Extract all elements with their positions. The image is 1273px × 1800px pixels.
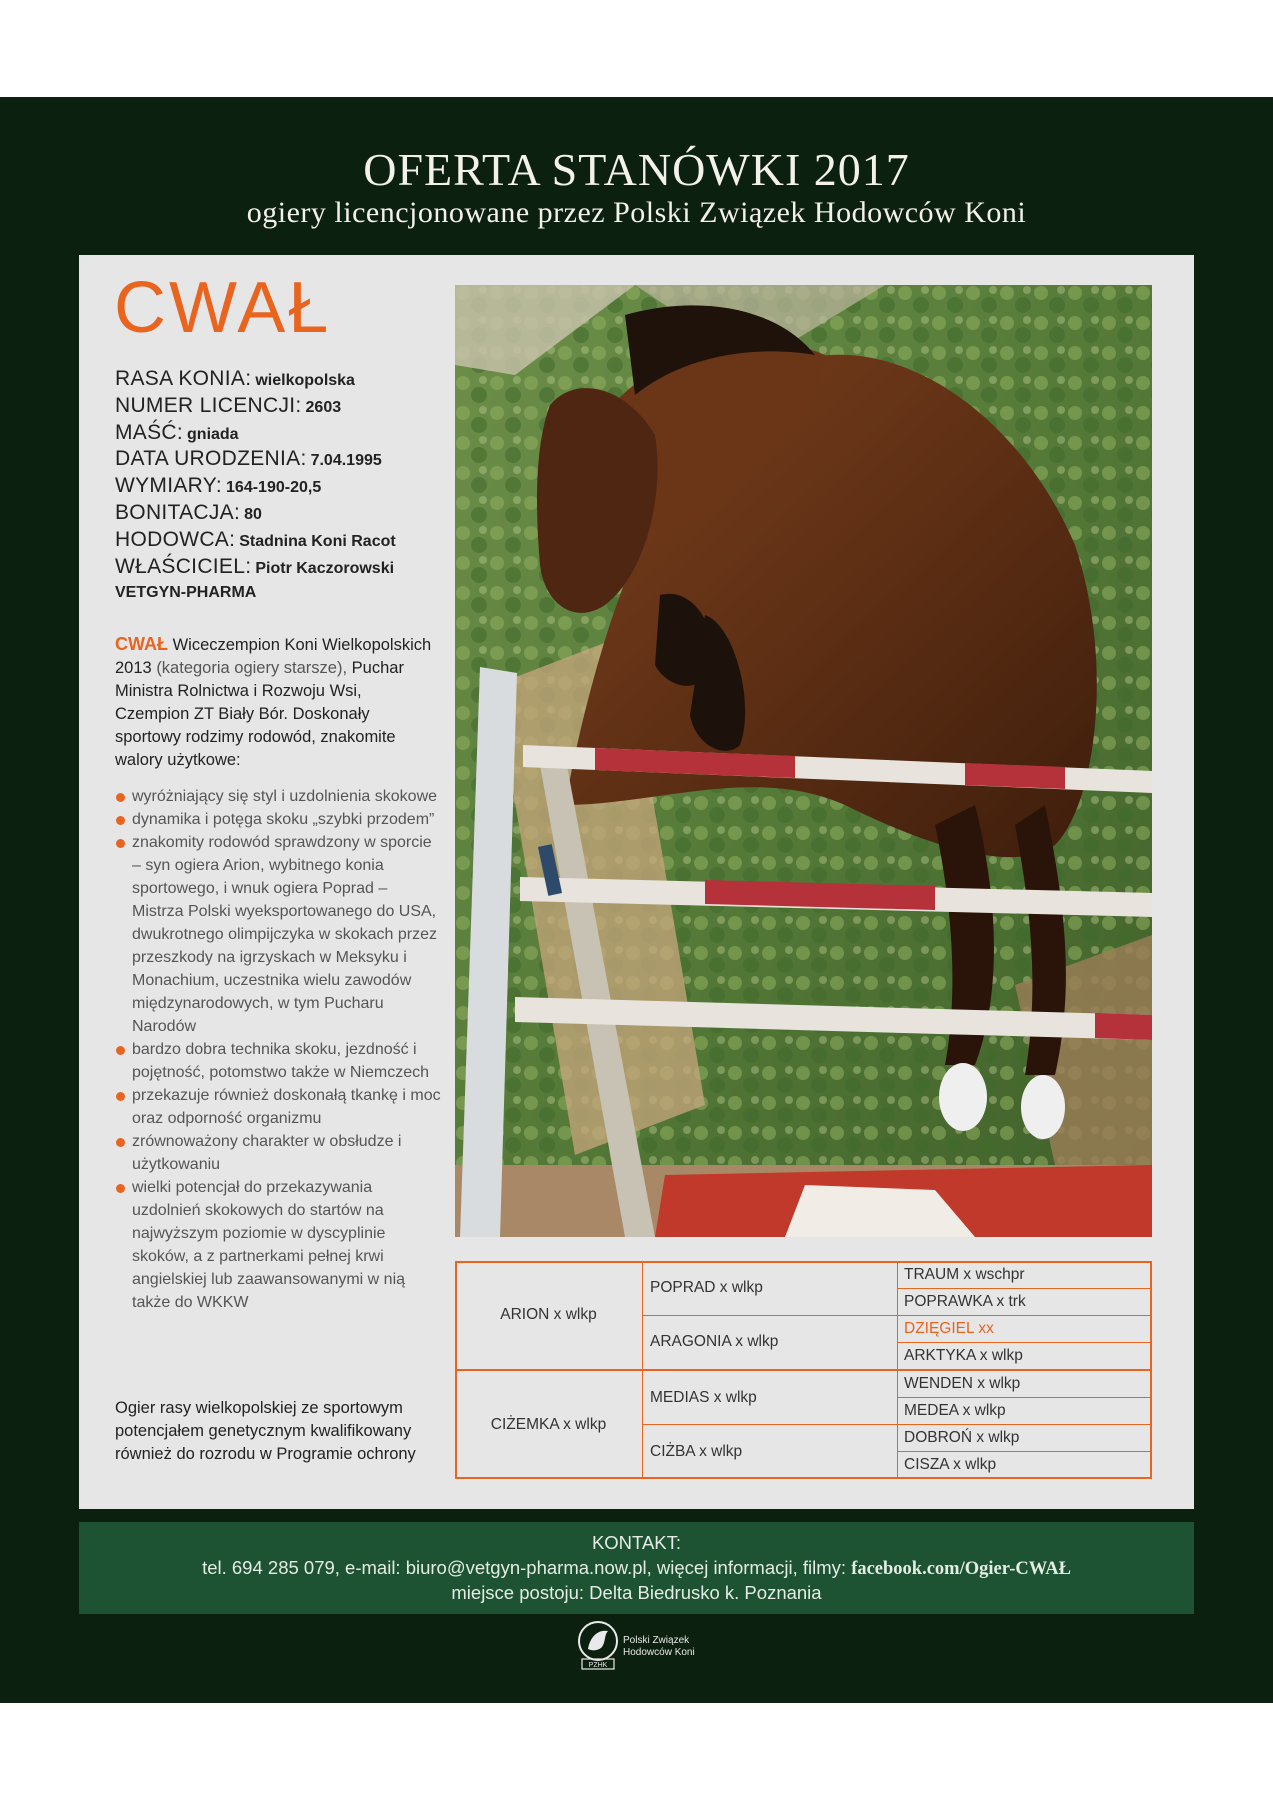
logo-text <box>623 1635 695 1659</box>
intro-text-1: Wiceczempion Koni Wielkopolskich 2013 <box>115 636 432 677</box>
fact-value: 80 <box>244 505 262 523</box>
page-subtitle: ogiery licencjonowane przez Polski Związek Hodowców Koni <box>246 196 1027 229</box>
contact-bar <box>79 1522 1194 1614</box>
contact-details: tel. 694 285 079, e-mail: biuro@vetgyn-pharma.now.pl, więcej informacji, filmy: <box>202 1557 847 1578</box>
fact-value: wielkopolska <box>255 372 355 389</box>
fact-label: WŁAŚCICIEL: <box>115 554 252 578</box>
fact-rating <box>115 500 455 527</box>
fact-label: NUMER LICENCJI: <box>115 393 302 417</box>
list-item <box>113 1038 443 1084</box>
logo-line: Hodowców Koni <box>623 1647 695 1658</box>
pedigree-great-grandparent-highlight: DZIĘGIEL xx <box>904 1319 994 1337</box>
pedigree-divider <box>897 1261 898 1479</box>
closing-statement: Ogier rasy wielkopolskiej ze sportowym potencjałem genetycznym kwalifikowany również do rozrodu w Programie ochrony <box>115 1399 416 1463</box>
pedigree-great-grandparent: WENDEN x wlkp <box>904 1374 1021 1392</box>
fact-label: MAŚĆ: <box>115 420 184 444</box>
fact-dimensions <box>115 473 455 500</box>
logo-abbr: PZHK <box>588 1662 608 1669</box>
fact-value: 7.04.1995 <box>310 452 382 470</box>
fact-value: Piotr Kaczorowski <box>255 559 395 577</box>
logo-line: Polski Związek <box>623 1635 690 1646</box>
bullet-icon <box>116 1184 125 1193</box>
list-item <box>113 1084 443 1130</box>
bullet-icon <box>116 1138 125 1147</box>
pedigree-great-grandparent: MEDEA x wlkp <box>904 1401 1006 1419</box>
pedigree-grandparent: ARAGONIA x wlkp <box>650 1333 779 1350</box>
pzhk-logo <box>576 1617 736 1671</box>
fact-value: 2603 <box>305 398 342 416</box>
bullet-icon <box>116 1046 125 1055</box>
fact-owner <box>115 554 455 581</box>
fact-value: gniada <box>187 425 239 443</box>
contact-location: miejsce postoju: Delta Biedrusko k. Poznania <box>451 1582 822 1603</box>
intro-text-2: (kategoria ogiery starsze), <box>156 659 348 677</box>
fact-label: DATA URODZENIA: <box>115 447 307 471</box>
feature-text: znakomity rodowód sprawdzony w sporcie – syn ogiera Arion, wybitnego konia sportowego, i wnuk ogiera Poprad – Mistrza Polski wyeksportowanego do USA, dwukrotnego olimpijczyka w skokach przez przeszkody na igrzyskach w Meksyku i Monachium, uczestnika wielu zawodów międzynarodowych, w tym Pucharu Narodów <box>132 834 438 1035</box>
list-item <box>113 785 443 808</box>
intro-text-3: Puchar Ministra Rolnictwa i Rozwoju Wsi, Czempion ZT Biały Bór. Doskonały sportowy rodzimy rodowód, znakomite walory użytkowe: <box>115 659 404 769</box>
horse-photo <box>455 285 1152 1237</box>
fact-label: WYMIARY: <box>115 474 223 498</box>
fact-label: BONITACJA: <box>115 500 241 524</box>
horse-facts <box>115 366 455 607</box>
fact-color <box>115 420 455 447</box>
bullet-icon <box>116 816 125 825</box>
pedigree-table <box>455 1261 1152 1479</box>
fact-breeder <box>115 527 455 554</box>
fact-label: HODOWCA: <box>115 527 236 551</box>
contact-heading: KONTAKT: <box>591 1532 682 1553</box>
pedigree-great-grandparent: ARKTYKA x wlkp <box>904 1346 1023 1364</box>
bullet-icon <box>116 793 125 802</box>
feature-text: bardzo dobra technika skoku, jezdność i pojętność, potomstwo także w Niemczech <box>132 1041 430 1081</box>
facebook-link[interactable]: facebook.com/Ogier-CWAŁ <box>851 1559 1071 1579</box>
bullet-icon <box>116 1092 125 1101</box>
feature-text: dynamika i potęga skoku „szybki przodem” <box>132 811 435 828</box>
fact-breed <box>115 366 455 393</box>
pedigree-great-grandparent: TRAUM x wschpr <box>904 1265 1025 1283</box>
horse-name: CWAŁ <box>114 268 332 348</box>
list-item <box>113 1130 443 1176</box>
pedigree-grandparent: POPRAD x wlkp <box>650 1279 763 1296</box>
contact-line <box>79 1555 1194 1580</box>
horse-emblem-icon <box>576 1617 620 1671</box>
pedigree-divider <box>642 1261 643 1479</box>
list-item <box>113 1176 443 1314</box>
feature-text: zrównoważony charakter w obsłudze i użytkowaniu <box>132 1133 402 1173</box>
pedigree-great-grandparent: CISZA x wlkp <box>904 1455 997 1473</box>
fact-value: 164-190-20,5 <box>226 479 322 497</box>
pedigree-great-grandparent: DOBROŃ x wlkp <box>904 1428 1020 1446</box>
list-item <box>113 808 443 831</box>
feature-text: wielki potencjał do przekazywania uzdolnień skokowych do startów na najwyższym poziomie w dyscyplinie skoków, a z partnerkami pełnej krwi angielskiej lub zaawansowanymi w nią także do WKKW <box>132 1179 406 1311</box>
description-highlight: CWAŁ <box>115 634 168 654</box>
pedigree-grandparent: MEDIAS x wlkp <box>650 1389 757 1406</box>
pedigree-sire: ARION x wlkp <box>500 1306 597 1323</box>
pedigree-grandparent: CIŻBA x wlkp <box>650 1443 743 1460</box>
pedigree-dam: CIŻEMKA x wlkp <box>490 1416 607 1433</box>
fact-license <box>115 393 455 420</box>
fact-birthdate <box>115 446 455 473</box>
owner-company: VETGYN-PHARMA <box>115 584 257 602</box>
bullet-icon <box>116 839 125 848</box>
feature-text: wyróżniający się styl i uzdolnienia skokowe <box>132 788 438 805</box>
description-intro <box>115 633 435 772</box>
fact-value: Stadnina Koni Racot <box>239 532 396 550</box>
feature-text: przekazuje również doskonałą tkankę i moc oraz odporność organizmu <box>132 1087 441 1127</box>
feature-list <box>113 785 443 1314</box>
page-title: OFERTA STANÓWKI 2017 <box>363 144 910 195</box>
fact-label: RASA KONIA: <box>115 367 252 390</box>
pedigree-great-grandparent: POPRAWKA x trk <box>904 1292 1026 1310</box>
list-item <box>113 831 443 1038</box>
